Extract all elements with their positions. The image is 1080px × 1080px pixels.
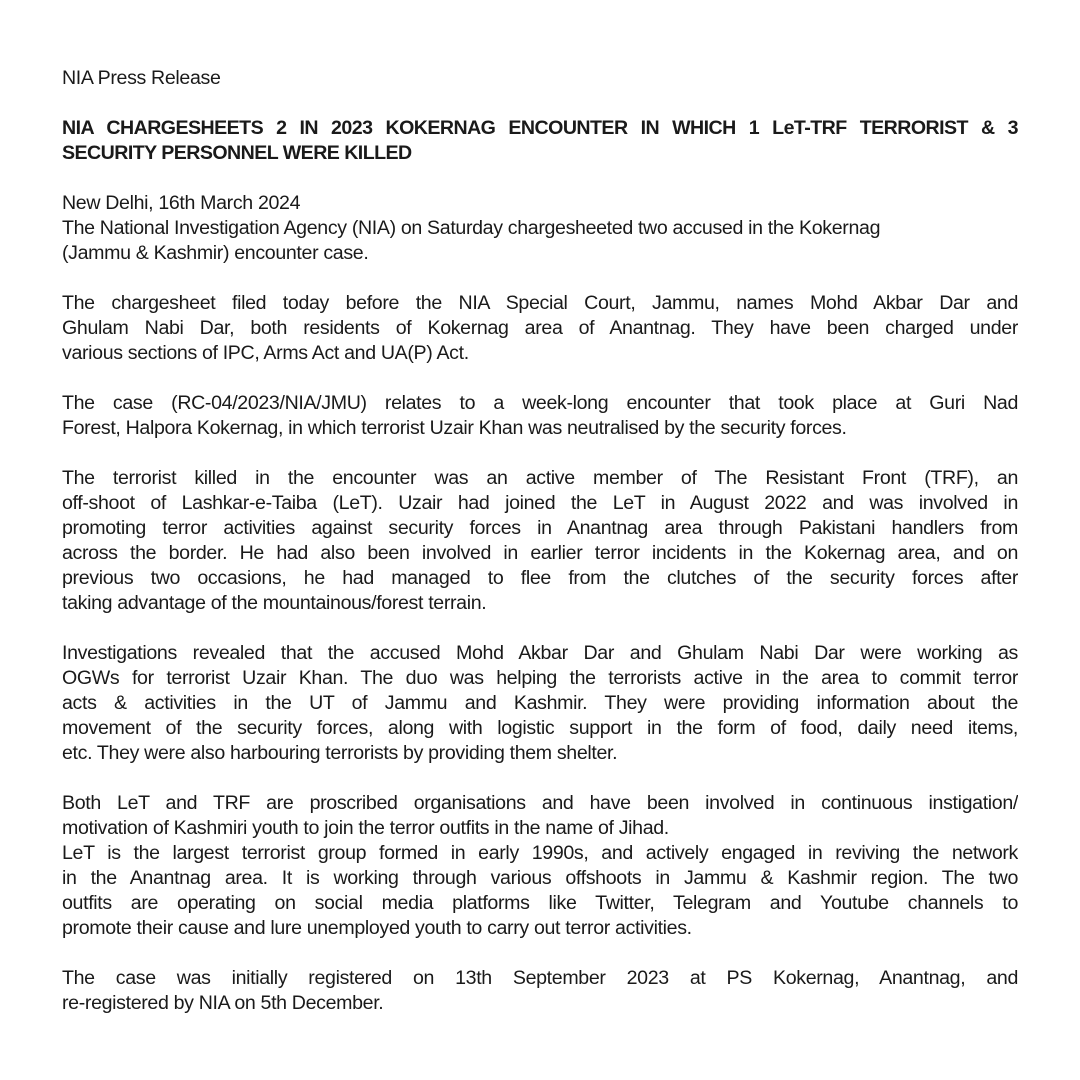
headline-line: SECURITY PERSONNEL WERE KILLED xyxy=(62,142,412,164)
paragraph-investigation xyxy=(62,641,1018,766)
paragraph-line: etc. They were also harbouring terrorists by providing them shelter. xyxy=(62,742,618,764)
paragraph-line: Both LeT and TRF are proscribed organisations and have been involved in continuous instigation/ xyxy=(62,792,1018,814)
paragraph-line: motivation of Kashmiri youth to join the terror outfits in the name of Jihad. xyxy=(62,817,669,839)
paragraph-line: The case was initially registered on 13th September 2023 at PS Kokernag, Anantnag, and xyxy=(62,967,1018,989)
paragraph-line: The terrorist killed in the encounter was an active member of The Resistant Front (TRF), an xyxy=(62,467,1018,489)
paragraph-line: LeT is the largest terrorist group formed in early 1990s, and actively engaged in reviving the network xyxy=(62,842,1018,864)
paragraph-proscribed xyxy=(62,791,1018,841)
paragraph-line: OGWs for terrorist Uzair Khan. The duo was helping the terrorists active in the area to commit terror xyxy=(62,667,1018,689)
paragraph-registration xyxy=(62,966,1018,1016)
paragraph-line: (Jammu & Kashmir) encounter case. xyxy=(62,242,369,264)
paragraph-line: Forest, Halpora Kokernag, in which terrorist Uzair Khan was neutralised by the security forces. xyxy=(62,417,847,439)
headline xyxy=(62,116,1018,166)
paragraph-case xyxy=(62,391,1018,441)
paragraph-line: The National Investigation Agency (NIA) on Saturday chargesheeted two accused in the Kokernag xyxy=(62,217,881,239)
paragraph-line: The case (RC-04/2023/NIA/JMU) relates to a week-long encounter that took place at Guri Nad xyxy=(62,392,1018,414)
paragraph-line: off-shoot of Lashkar-e-Taiba (LeT). Uzair had joined the LeT in August 2022 and was involved in xyxy=(62,492,1018,514)
paragraph-line: various sections of IPC, Arms Act and UA(P) Act. xyxy=(62,342,469,364)
paragraph-line: movement of the security forces, along with logistic support in the form of food, daily need items, xyxy=(62,717,1018,739)
document-label: NIA Press Release xyxy=(62,67,221,89)
paragraph-line: re-registered by NIA on 5th December. xyxy=(62,992,384,1014)
paragraph-intro xyxy=(62,216,1018,266)
paragraph-line: Investigations revealed that the accused Mohd Akbar Dar and Ghulam Nabi Dar were working as xyxy=(62,642,1018,664)
paragraph-line: Ghulam Nabi Dar, both residents of Kokernag area of Anantnag. They have been charged under xyxy=(62,317,1018,339)
paragraph-line: promoting terror activities against security forces in Anantnag area through Pakistani handlers from xyxy=(62,517,1018,539)
paragraph-line: previous two occasions, he had managed to flee from the clutches of the security forces after xyxy=(62,567,1018,589)
paragraph-let xyxy=(62,841,1018,941)
paragraph-line: outfits are operating on social media platforms like Twitter, Telegram and Youtube channels to xyxy=(62,892,1018,914)
dateline: New Delhi, 16th March 2024 xyxy=(62,192,301,214)
paragraph-line: acts & activities in the UT of Jammu and Kashmir. They were providing information about the xyxy=(62,692,1018,714)
paragraph-line: promote their cause and lure unemployed youth to carry out terror activities. xyxy=(62,917,692,939)
paragraph-terrorist xyxy=(62,466,1018,616)
paragraph-line: taking advantage of the mountainous/forest terrain. xyxy=(62,592,487,614)
headline-line: NIA CHARGESHEETS 2 IN 2023 KOKERNAG ENCOUNTER IN WHICH 1 LeT-TRF TERRORIST & 3 xyxy=(62,117,1018,139)
paragraph-line: in the Anantnag area. It is working through various offshoots in Jammu & Kashmir region. The two xyxy=(62,867,1018,889)
paragraph-line: The chargesheet filed today before the NIA Special Court, Jammu, names Mohd Akbar Dar and xyxy=(62,292,1018,314)
paragraph-line: across the border. He had also been involved in earlier terror incidents in the Kokernag area, and on xyxy=(62,542,1018,564)
paragraph-chargesheet xyxy=(62,291,1018,366)
press-release-document xyxy=(62,66,1018,1041)
